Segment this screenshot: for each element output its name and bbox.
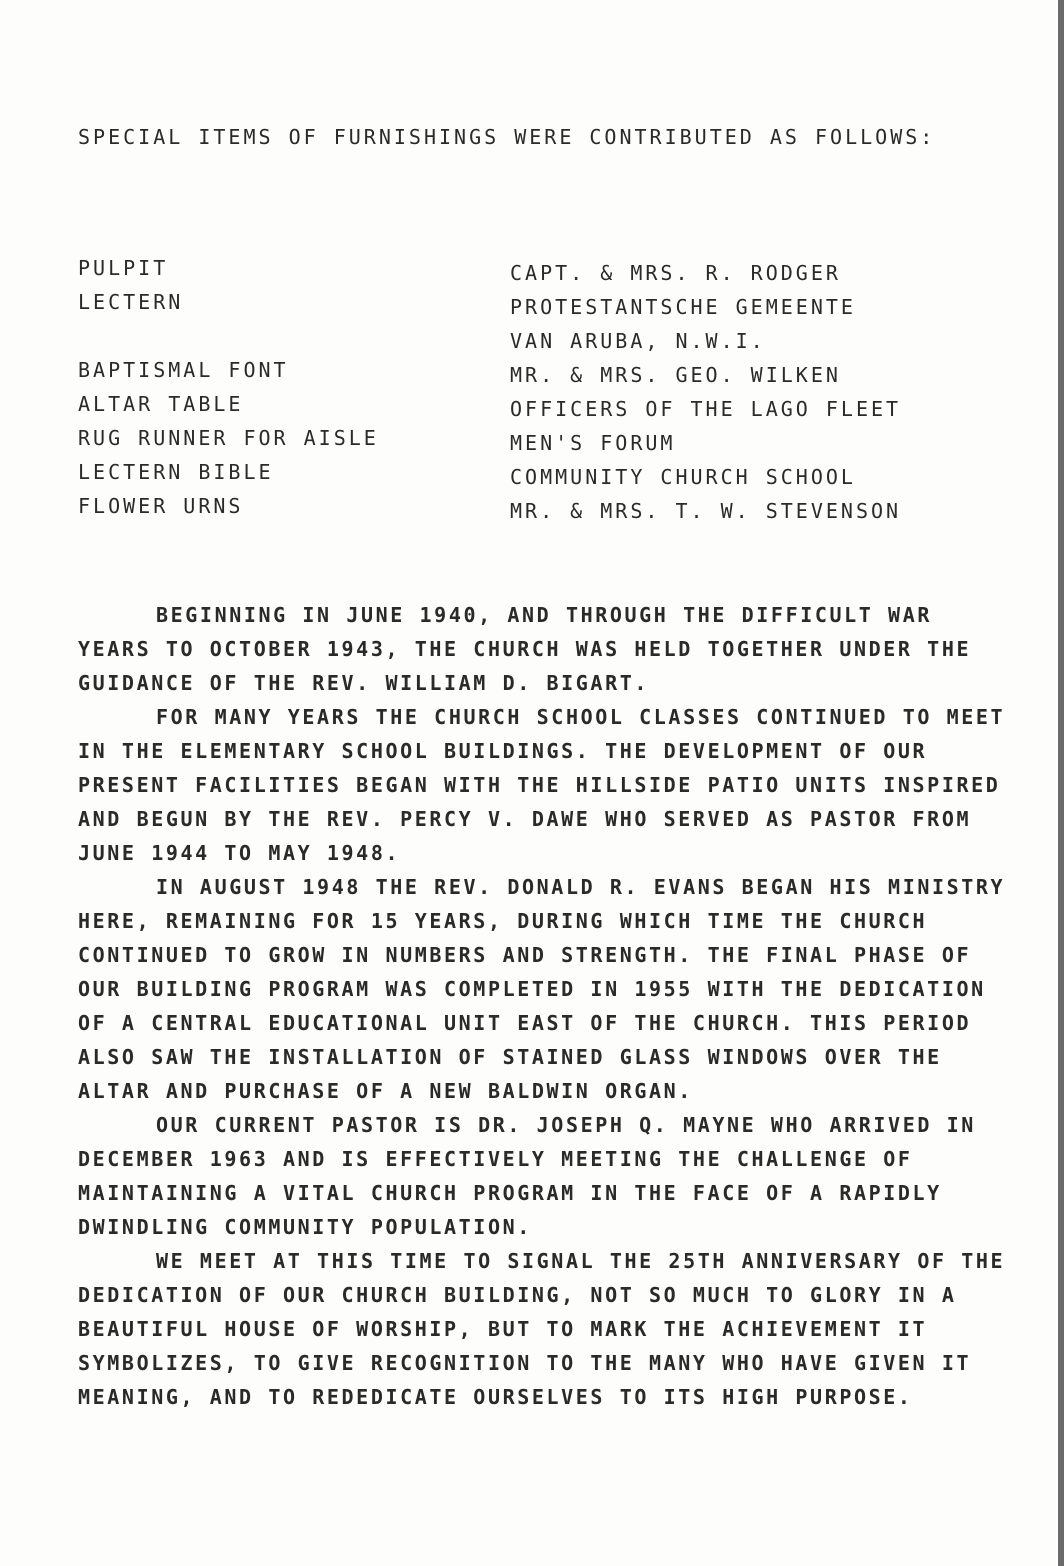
furnishing-item: ALTAR TABLE — [78, 392, 244, 416]
furnishing-donor: MR. & MRS. T. W. STEVENSON — [510, 499, 902, 523]
paragraph: BEGINNING IN JUNE 1940, AND THROUGH THE DIFFICULT WAR YEARS TO OCTOBER 1943, THE CHURCH WAS HELD TOGETHER UNDER THE GUIDANCE OF THE REV. WILLIAM D. BIGART. — [78, 603, 972, 695]
furnishing-row — [78, 290, 1008, 358]
paragraph: OUR CURRENT PASTOR IS DR. JOSEPH Q. MAYNE WHO ARRIVED IN DECEMBER 1963 AND IS EFFECTIVELY MEETING THE CHALLENGE OF MAINTAINING A VITAL CHURCH PROGRAM IN THE FACE OF A RAPIDLY DWINDLING COMMUNITY POPULATION. — [78, 1113, 976, 1239]
history-text — [78, 598, 1008, 1414]
furnishing-donor: COMMUNITY CHURCH SCHOOL — [510, 465, 856, 489]
furnishing-item: PULPIT — [78, 256, 169, 280]
paragraph: FOR MANY YEARS THE CHURCH SCHOOL CLASSES CONTINUED TO MEET IN THE ELEMENTARY SCHOOL BUILDINGS. THE DEVELOPMENT OF OUR PRESENT FACILITIES BEGAN WITH THE HILLSIDE PATIO UNITS INSPIRED AND BEGUN BY THE REV. PERCY V. DAWE WHO SERVED AS PASTOR FROM JUNE 1944 TO MAY 1948. — [78, 705, 1006, 865]
furnishing-item: LECTERN — [78, 290, 184, 314]
furnishing-row — [78, 426, 1008, 460]
furnishing-row — [78, 494, 1008, 528]
furnishing-row — [78, 358, 1008, 392]
paragraph: IN AUGUST 1948 THE REV. DONALD R. EVANS BEGAN HIS MINISTRY HERE, REMAINING FOR 15 YEARS, DURING WHICH TIME THE CHURCH CONTINUED TO GROW IN NUMBERS AND STRENGTH. THE FINAL PHASE OF OUR BUILDING PROGRAM WAS COMPLETED IN 1955 WITH THE DEDICATION OF A CENTRAL EDUCATIONAL UNIT EAST OF THE CHURCH. THIS PERIOD ALSO SAW THE INSTALLATION OF STAINED GLASS WINDOWS OVER THE ALTAR AND PURCHASE OF A NEW BALDWIN ORGAN. — [78, 875, 1006, 1103]
furnishing-item: FLOWER URNS — [78, 494, 244, 518]
intro-text: SPECIAL ITEMS OF FURNISHINGS WERE CONTRIBUTED AS FOLLOWS: — [78, 125, 936, 149]
furnishing-item: RUG RUNNER FOR AISLE — [78, 426, 379, 450]
furnishing-donor: OFFICERS OF THE LAGO FLEET — [510, 397, 902, 421]
furnishing-row — [78, 392, 1008, 426]
page-edge — [1058, 0, 1064, 1566]
furnishing-row — [78, 460, 1008, 494]
furnishing-item: LECTERN BIBLE — [78, 460, 274, 484]
furnishing-donor: CAPT. & MRS. R. RODGER — [510, 261, 841, 285]
furnishings-list — [78, 256, 1008, 528]
furnishing-donor: PROTESTANTSCHE GEMEENTE VAN ARUBA, N.W.I. — [510, 295, 856, 353]
furnishing-item: BAPTISMAL FONT — [78, 358, 289, 382]
paragraph: WE MEET AT THIS TIME TO SIGNAL THE 25TH ANNIVERSARY OF THE DEDICATION OF OUR CHURCH BUILDING, NOT SO MUCH TO GLORY IN A BEAUTIFUL HOUSE OF WORSHIP, BUT TO MARK THE ACHIEVEMENT IT SYMBOLIZES, TO GIVE RECOGNITION TO THE MANY WHO HAVE GIVEN IT MEANING, AND TO REDEDICATE OURSELVES TO ITS HIGH PURPOSE. — [78, 1249, 1006, 1409]
furnishing-row — [78, 256, 1008, 290]
furnishing-donor: MEN'S FORUM — [510, 431, 676, 455]
furnishing-donor: MR. & MRS. GEO. WILKEN — [510, 363, 841, 387]
